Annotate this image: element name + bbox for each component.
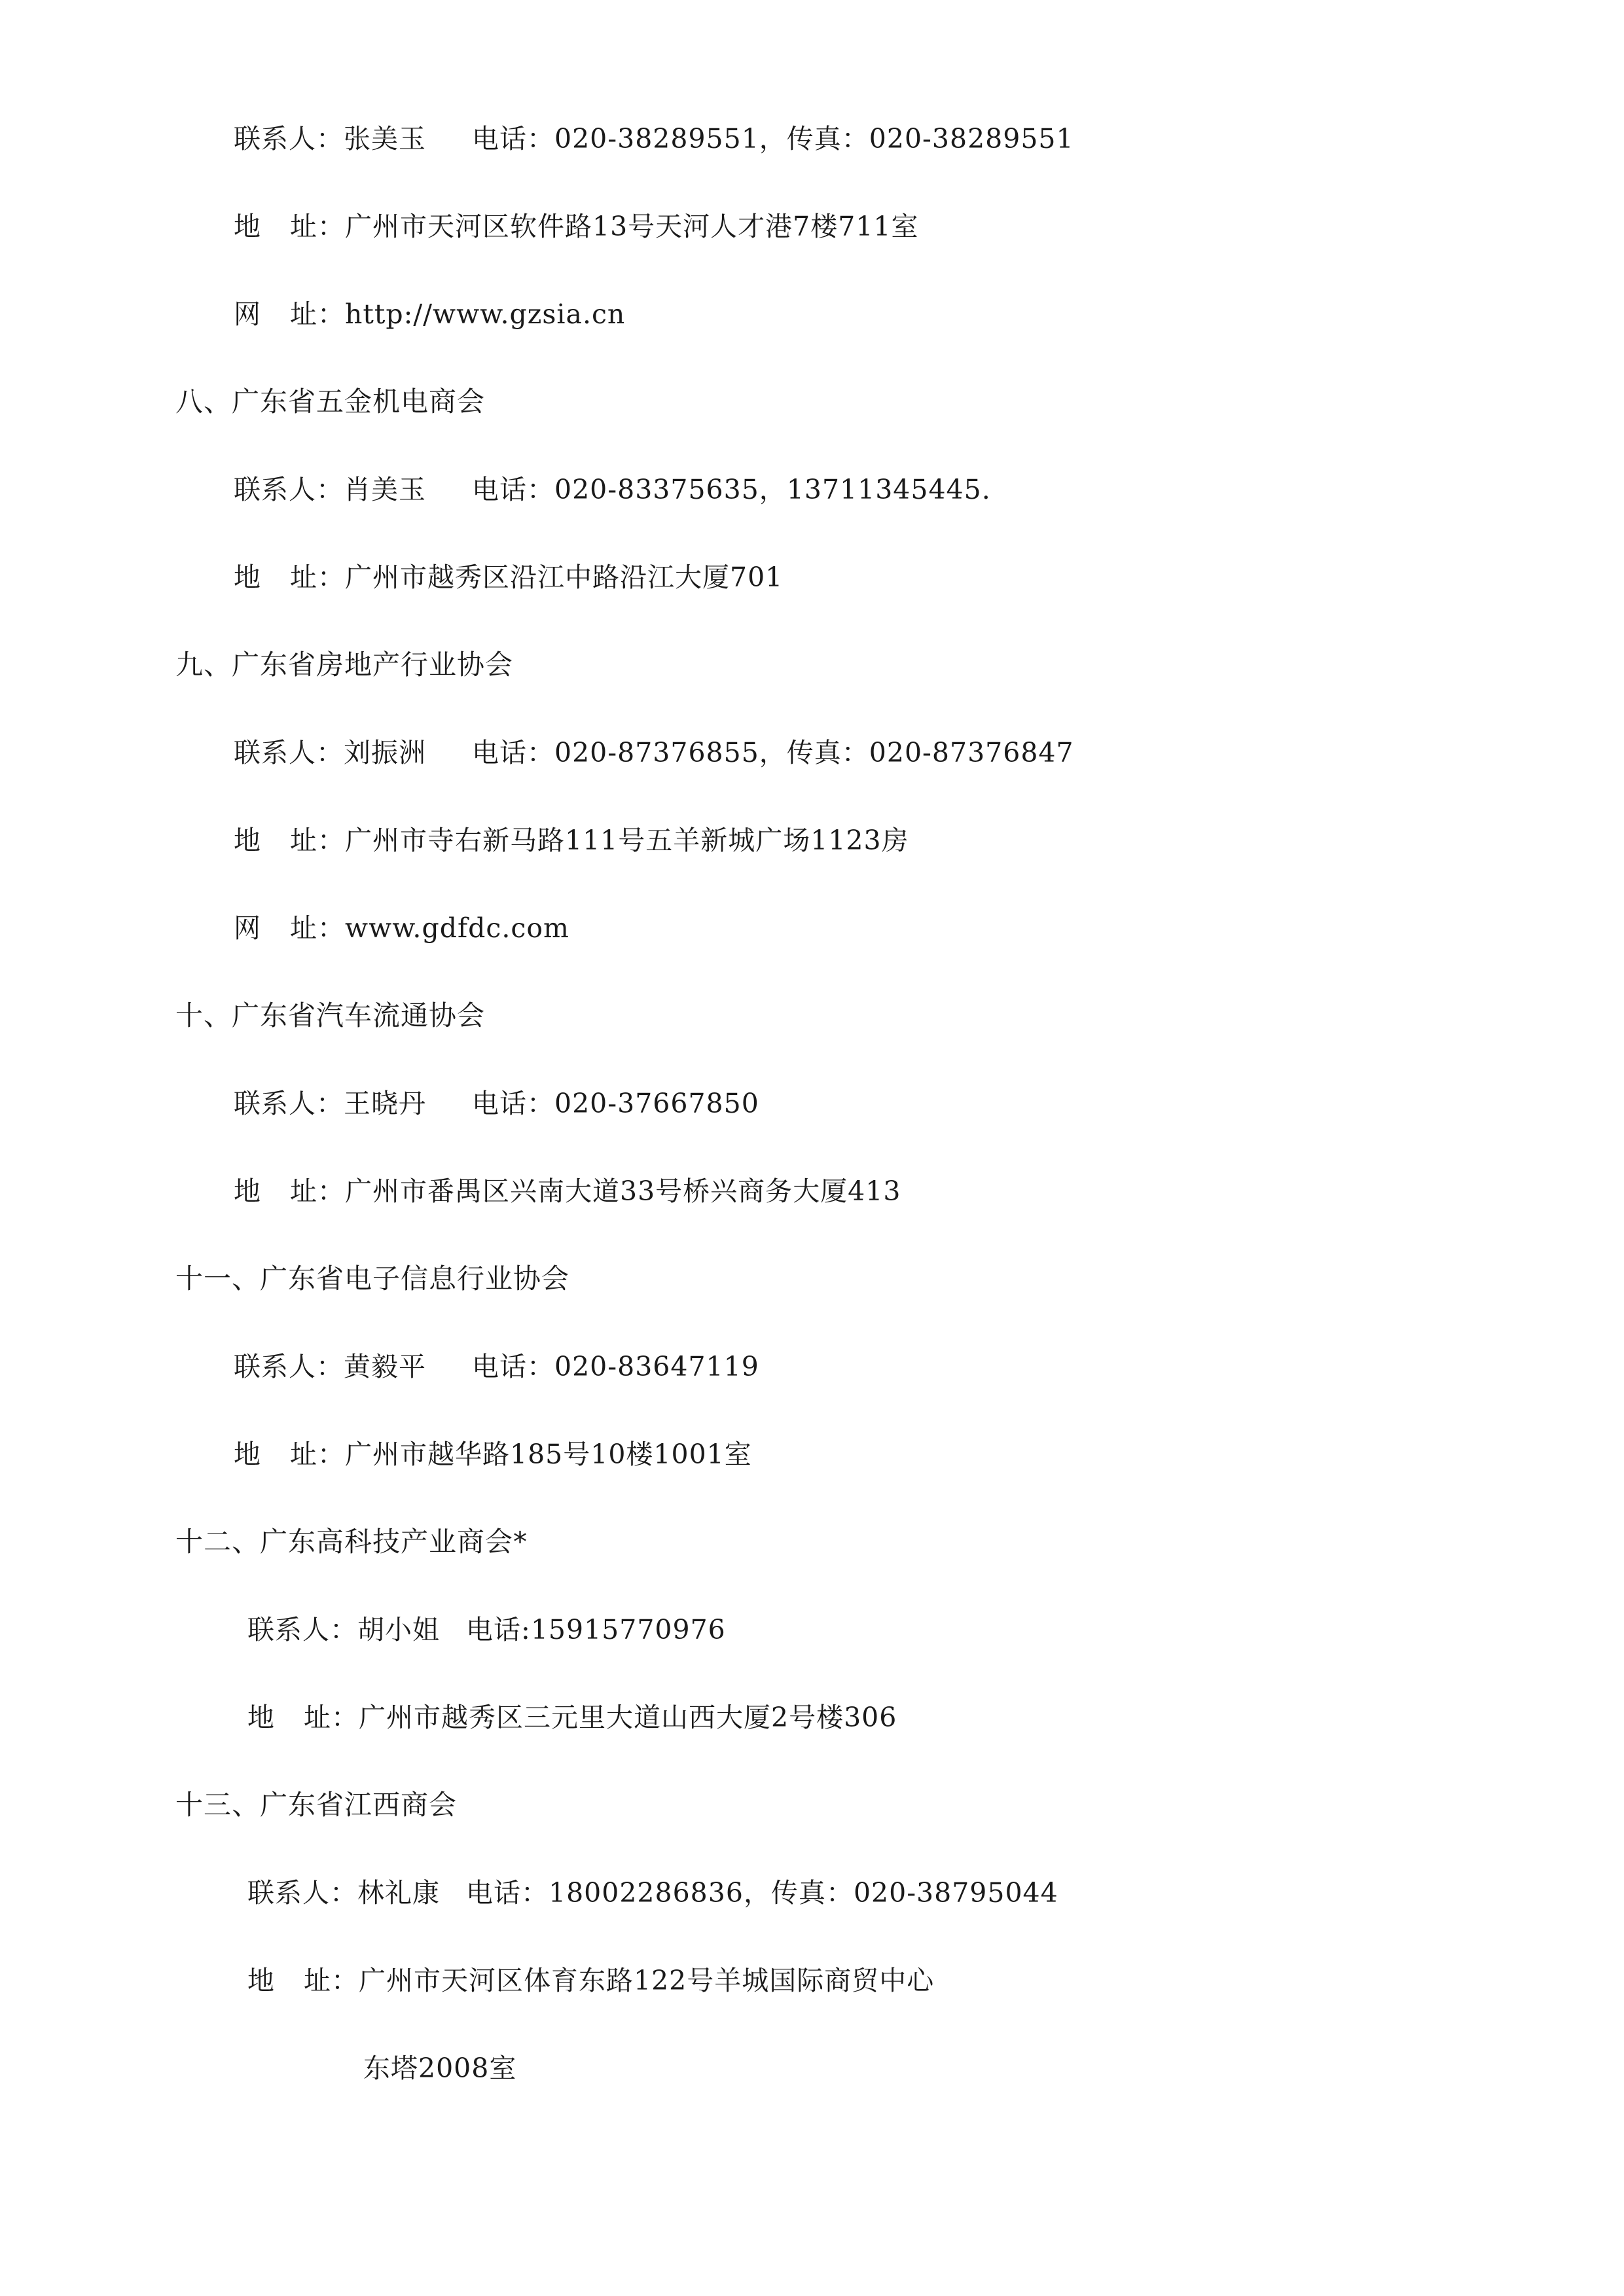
contact-label: 联系人：: [234, 1088, 344, 1119]
website-line: [234, 912, 569, 944]
contact-line: [247, 1876, 1058, 1909]
address-line: [247, 1964, 934, 1997]
contact-phone: 电话：020-83375635，13711345445.: [472, 474, 991, 505]
address-line: [234, 1175, 901, 1208]
website-link[interactable]: http://www.gzsia.cn: [345, 298, 626, 330]
address-line: [234, 210, 919, 243]
contact-name: 胡小姐: [357, 1614, 440, 1645]
contact-phone: 电话：18002286836，传真：020-38795044: [466, 1877, 1058, 1909]
contact-label: 联系人：: [234, 474, 344, 505]
section-heading: 十、广东省汽车流通协会: [175, 999, 486, 1031]
section-heading: 十三、广东省江西商会: [175, 1789, 458, 1821]
section-heading: 九、广东省房地产行业协会: [175, 649, 514, 681]
address-continuation: 东塔2008室: [363, 2053, 517, 2084]
website-label-suffix: 址：: [290, 298, 345, 330]
address-value: 广州市越秀区沿江中路沿江大厦701: [345, 562, 784, 593]
contact-line: [234, 736, 1074, 769]
contact-phone: 电话：020-87376855，传真：020-87376847: [472, 737, 1074, 768]
address-label-char: 地: [234, 825, 261, 856]
website-line: [234, 298, 625, 331]
address-value: 广州市天河区软件路13号天河人才港7楼711室: [345, 211, 919, 242]
address-label-suffix: 址：: [304, 1702, 359, 1733]
contact-label: 联系人：: [247, 1614, 357, 1645]
address-label-suffix: 址：: [290, 1439, 345, 1470]
contact-label: 联系人：: [234, 123, 344, 154]
address-label-suffix: 址：: [290, 825, 345, 856]
address-value: 广州市越华路185号10楼1001室: [345, 1439, 752, 1470]
contact-name: 王晓丹: [344, 1088, 426, 1119]
address-label-char: 地: [234, 562, 261, 593]
contact-line: [247, 1613, 726, 1646]
address-value: 广州市越秀区三元里大道山西大厦2号楼306: [359, 1702, 897, 1733]
address-value: 广州市天河区体育东路122号羊城国际商贸中心: [359, 1965, 935, 1996]
contact-phone: 电话：020-37667850: [472, 1088, 759, 1119]
address-label-suffix: 址：: [304, 1965, 359, 1996]
address-label-suffix: 址：: [290, 1175, 345, 1207]
contact-phone: 电话：020-83647119: [472, 1351, 759, 1382]
contact-line: [234, 122, 1074, 155]
contact-name: 林礼康: [357, 1877, 440, 1909]
contact-phone: 电话:15915770976: [466, 1614, 726, 1645]
address-line: [247, 1701, 897, 1734]
address-value: 广州市番禺区兴南大道33号桥兴商务大厦413: [345, 1175, 901, 1207]
address-line: [234, 824, 909, 857]
address-label-char: 地: [234, 1439, 261, 1470]
website-label-char: 网: [234, 298, 261, 330]
contact-name: 刘振洲: [344, 737, 426, 768]
section-heading: 十一、广东省电子信息行业协会: [175, 1263, 570, 1295]
contact-label: 联系人：: [234, 737, 344, 768]
address-line: [234, 561, 783, 594]
contact-name: 肖美玉: [344, 474, 426, 505]
address-value: 广州市寺右新马路111号五羊新城广场1123房: [345, 825, 909, 856]
contact-label: 联系人：: [234, 1351, 344, 1382]
contact-label: 联系人：: [247, 1877, 357, 1909]
address-label-char: 地: [234, 1175, 261, 1207]
contact-line: [234, 473, 991, 506]
address-label-char: 地: [247, 1702, 275, 1733]
address-label-suffix: 址：: [290, 211, 345, 242]
contact-line: [234, 1350, 759, 1383]
contact-phone: 电话：020-38289551，传真：020-38289551: [472, 123, 1074, 154]
website-label-suffix: 址：: [290, 912, 345, 944]
contact-name: 黄毅平: [344, 1351, 426, 1382]
website-label-char: 网: [234, 912, 261, 944]
address-label-char: 地: [247, 1965, 275, 1996]
address-label-char: 地: [234, 211, 261, 242]
section-heading: 十二、广东高科技产业商会*: [175, 1526, 528, 1558]
website-link[interactable]: www.gdfdc.com: [345, 912, 569, 944]
address-label-suffix: 址：: [290, 562, 345, 593]
contact-name: 张美玉: [344, 123, 426, 154]
section-heading: 八、广东省五金机电商会: [175, 386, 486, 418]
contact-line: [234, 1087, 759, 1120]
address-line: [234, 1438, 752, 1471]
